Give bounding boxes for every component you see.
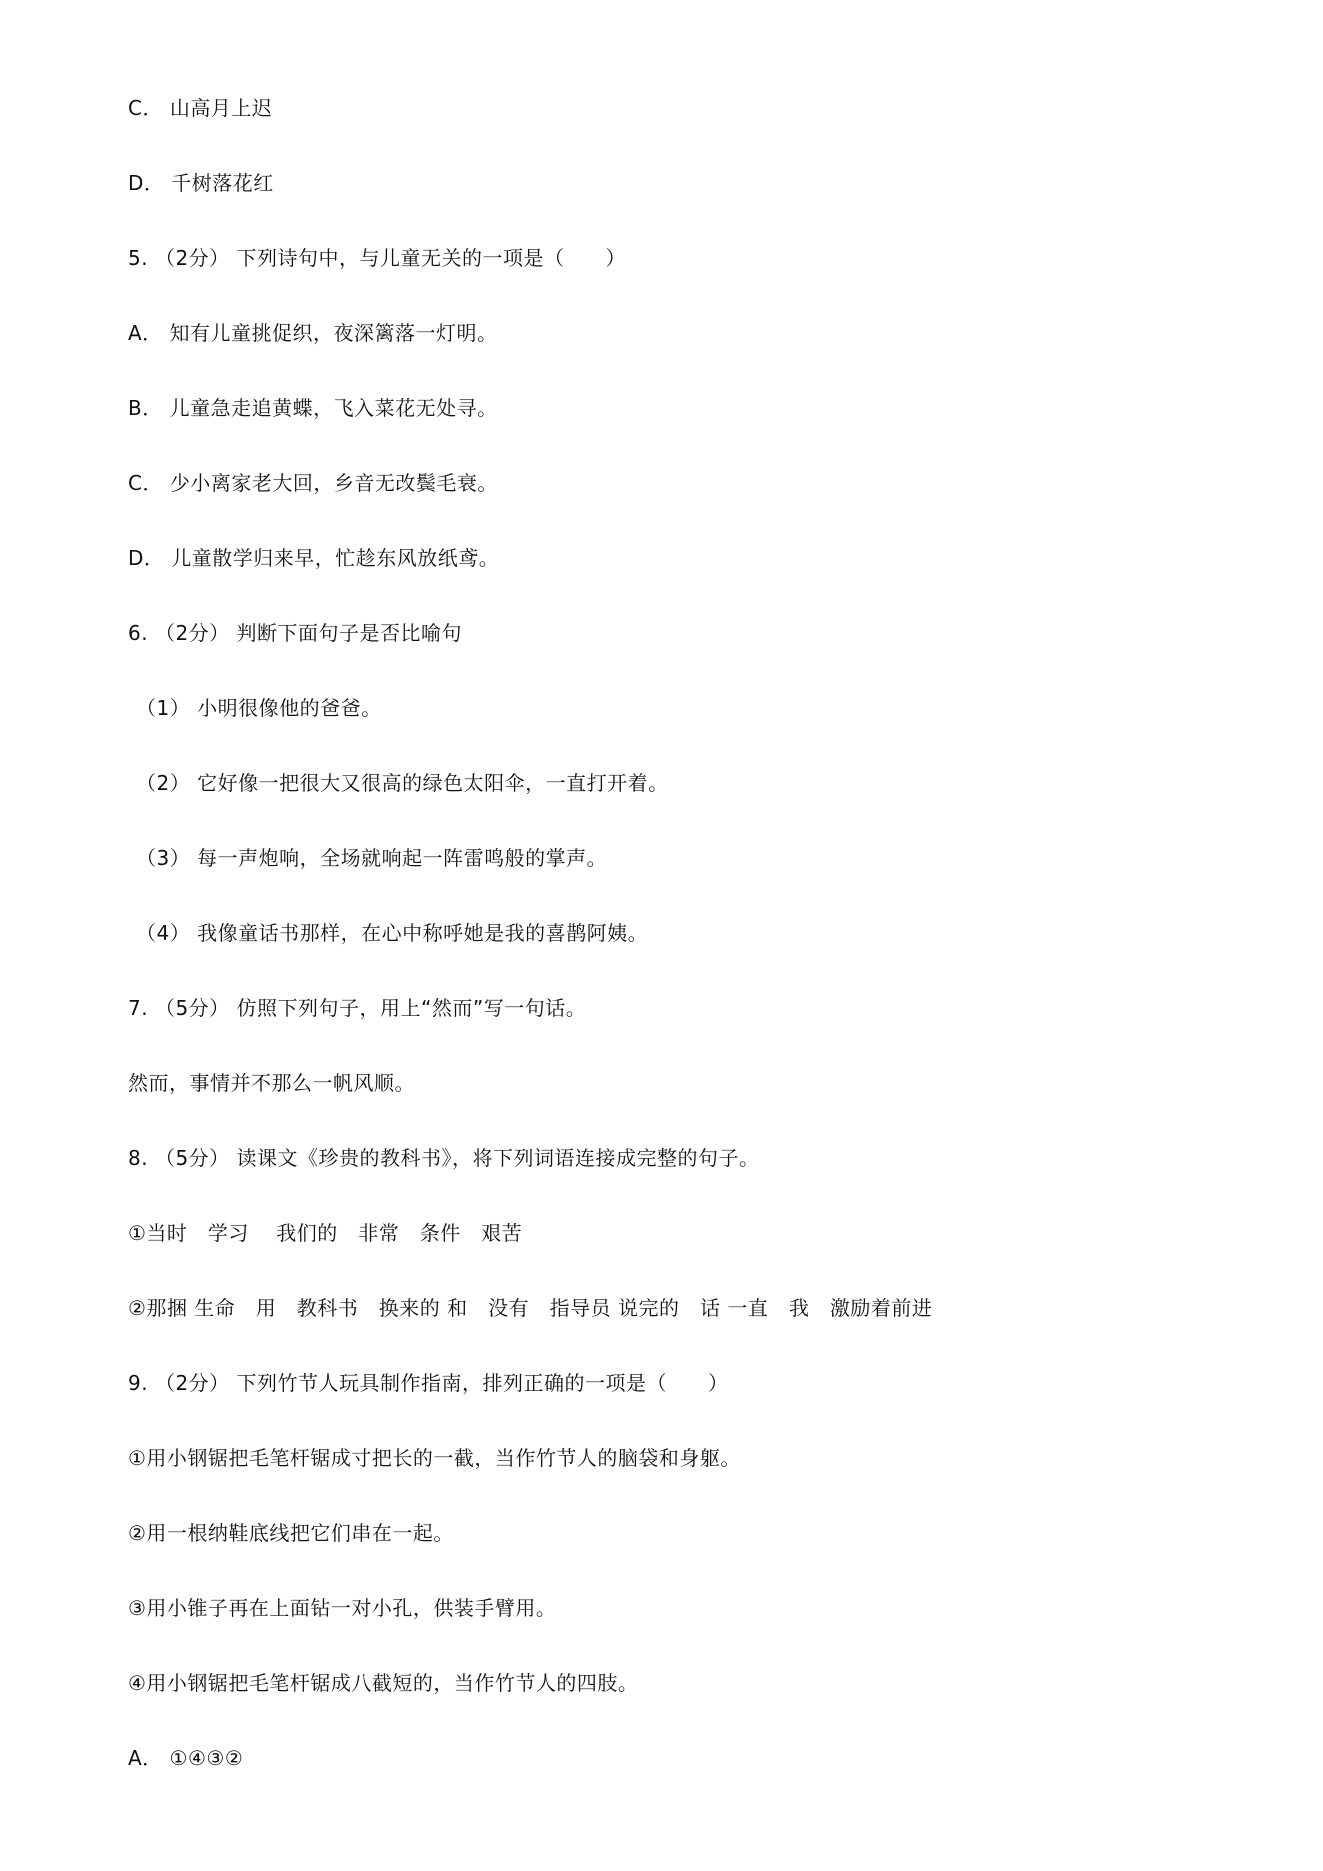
q9-step-2: ②用一根纳鞋底线把它们串在一起。 (128, 1521, 454, 1545)
q6-item-2: （2） 它好像一把很大又很高的绿色太阳伞，一直打开着。 (136, 771, 669, 795)
q9-stem: 9. （2分） 下列竹节人玩具制作指南，排列正确的一项是（ ） (128, 1371, 729, 1395)
q9-step-4: ④用小钢锯把毛笔杆锯成八截短的，当作竹节人的四肢。 (128, 1671, 639, 1695)
q5-option-b: B． 儿童急走追黄蝶，飞入菜花无处寻。 (128, 396, 498, 420)
q5-option-a: A． 知有儿童挑促织，夜深篱落一灯明。 (128, 321, 498, 345)
q9-step-3: ③用小锥子再在上面钻一对小孔，供装手臂用。 (128, 1596, 557, 1620)
q5-stem: 5. （2分） 下列诗句中，与儿童无关的一项是（ ） (128, 246, 627, 270)
q8-words-2: ②那捆 生命 用 教科书 换来的 和 没有 指导员 说完的 话 一直 我 激励着前进 (128, 1296, 933, 1320)
q9-option-a: A． ①④③② (128, 1746, 244, 1770)
q5-option-d: D． 儿童散学归来早，忙趁东风放纸鸢。 (128, 546, 500, 570)
q6-item-3: （3） 每一声炮响，全场就响起一阵雷鸣般的掌声。 (136, 846, 608, 870)
q4-option-c: C． 山高月上迟 (128, 96, 273, 120)
q6-item-4: （4） 我像童话书那样，在心中称呼她是我的喜鹊阿姨。 (136, 921, 649, 945)
q8-stem: 8. （5分） 读课文《珍贵的教科书》，将下列词语连接成完整的句子。 (128, 1146, 760, 1170)
q6-stem: 6. （2分） 判断下面句子是否比喻句 (128, 621, 463, 645)
q5-option-c: C． 少小离家老大回，乡音无改鬓毛衰。 (128, 471, 498, 495)
q9-step-1: ①用小钢锯把毛笔杆锯成寸把长的一截，当作竹节人的脑袋和身躯。 (128, 1446, 741, 1470)
q6-item-1: （1） 小明很像他的爸爸。 (136, 696, 382, 720)
q8-words-1: ①当时 学习 我们的 非常 条件 艰苦 (128, 1221, 523, 1245)
q7-stem: 7. （5分） 仿照下列句子，用上“然而”写一句话。 (128, 996, 587, 1020)
q4-option-d: D． 千树落花红 (128, 171, 274, 195)
q7-example: 然而，事情并不那么一帆风顺。 (128, 1071, 415, 1095)
